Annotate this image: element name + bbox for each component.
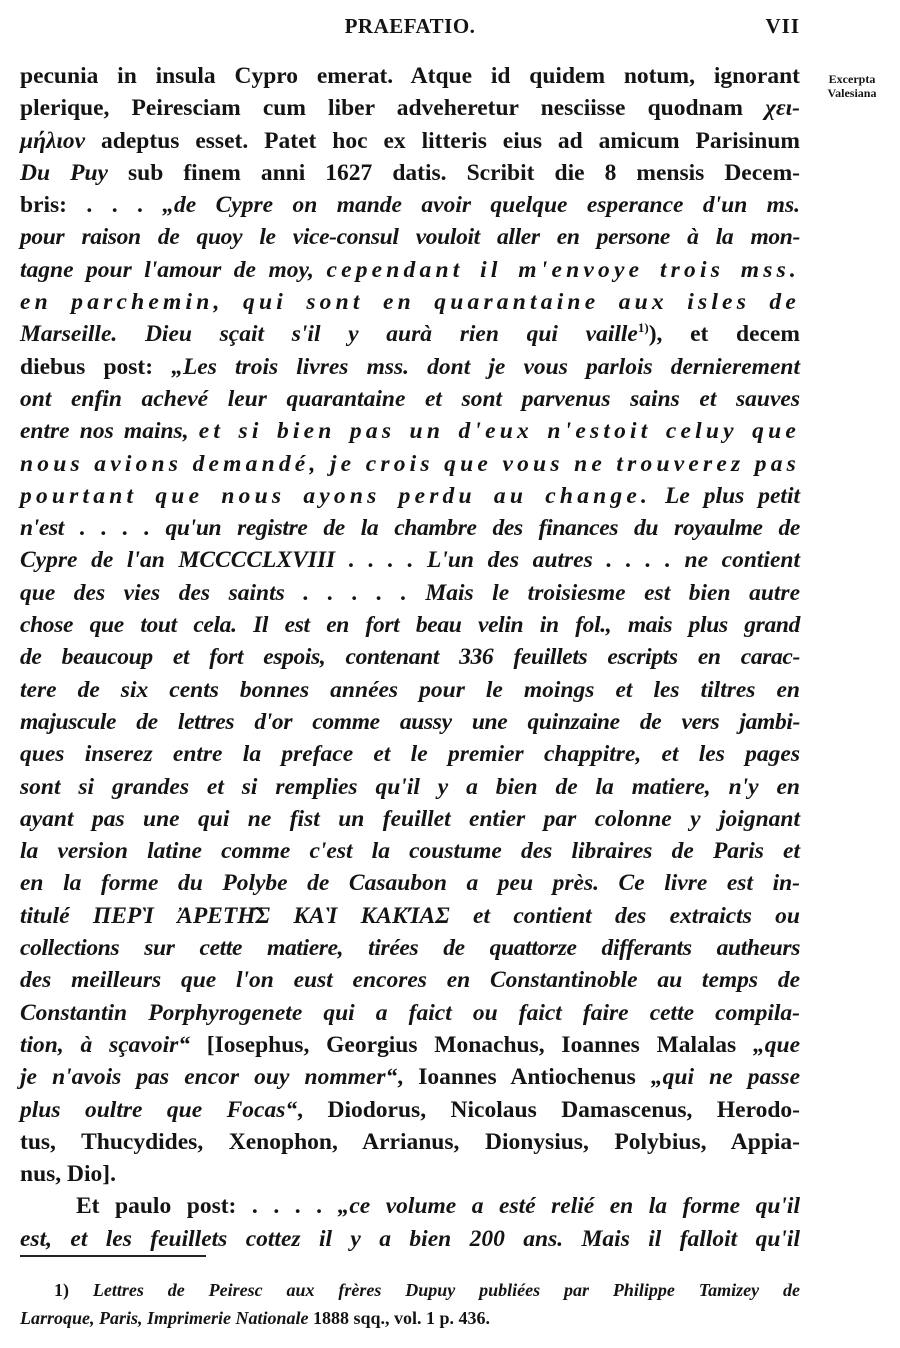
- text-line: Du Puy sub finem anni 1627 datis. Scribit die 8 mensis Decem-: [20, 159, 800, 186]
- text-line: bris: . . . „de Cypre on mande avoir quelque esperance d'un ms.: [20, 192, 800, 219]
- page-title: PRAEFATIO.: [344, 14, 476, 38]
- text-line: μήλιον adeptus esset. Patet hoc ex litteris eius ad amicum Parisinum: [20, 127, 800, 154]
- text-line: est, et les feuillets cottez il y a bien 200 ans. Mais il falloit qu'il: [20, 1225, 800, 1252]
- text-line: nous avions demandé, je crois que vous ne trouverez pas: [20, 450, 800, 477]
- margin-note: [808, 72, 896, 100]
- footnote-ref: 1): [637, 320, 649, 336]
- text-line: n'est . . . . qu'un registre de la chambre des finances du royaulme de: [20, 515, 800, 542]
- footnote-marker: 1): [54, 1280, 69, 1300]
- footnote-line: Larroque, Paris, Imprimerie Nationale 1888 sqq., vol. 1 p. 436.: [20, 1308, 491, 1328]
- text-line: Marseille. Dieu sçait s'il y aurà rien qui vaille$^{1)}$), et decem: [20, 320, 800, 348]
- text-line: tus, Thucydides, Xenophon, Arrianus, Dionysius, Polybius, Appia-: [20, 1128, 800, 1155]
- text-line: des meilleurs que l'on eust encores en Constantinoble au temps de: [20, 967, 800, 994]
- margin-note-line: Valesiana: [827, 86, 877, 100]
- text-line: la version latine comme c'est la coustume des libraires de Paris et: [20, 838, 800, 865]
- footnote-line: 1) Lettres de Peiresc aux frères Dupuy publiées par Philippe Tamizey de: [54, 1280, 800, 1300]
- text-line: que des vies des saints . . . . . Mais le troisiesme est bien autre: [20, 579, 800, 606]
- margin-note-line: Excerpta: [828, 72, 876, 86]
- text-line: en la forme du Polybe de Casaubon a peu près. Ce livre est in-: [20, 870, 800, 897]
- text-line: ques inserez entre la preface et le premier chappitre, et les pages: [20, 741, 800, 768]
- page-number: VII: [765, 14, 800, 38]
- text-line: entre nos mains, et si bien pas un d'eux n'estoit celuy que: [20, 418, 800, 445]
- footnote-divider: [20, 1255, 206, 1257]
- text-line: je n'avois pas encor ouy nommer“, Ioannes Antiochenus „qui ne passe: [20, 1064, 800, 1091]
- text-line: collections sur cette matiere, tirées de quattorze differants autheurs: [20, 935, 800, 962]
- text-line: sont si grandes et si remplies qu'il y a bien de la matiere, n'y en: [20, 773, 800, 800]
- text-line: tion, à sçavoir“ [Iosephus, Georgius Monachus, Ioannes Malalas „que: [20, 1031, 800, 1058]
- text-line: nus, Dio].: [20, 1161, 116, 1188]
- footnote: [20, 1276, 800, 1332]
- text-line: chose que tout cela. Il est en fort beau velin in fol., mais plus grand: [20, 612, 800, 639]
- text-line: plus oultre que Focas“, Diodorus, Nicolaus Damascenus, Herodo-: [20, 1096, 800, 1123]
- text-line: titulé ΠΕΡῚ ἈΡΕΤΗ͂Σ ΚΑῚ ΚΑΚΊΑΣ et contient des extraicts ou: [20, 902, 800, 929]
- text-line: Constantin Porphyrogenete qui a faict ou faict faire cette compila-: [20, 999, 800, 1026]
- body-text: [20, 60, 800, 1255]
- text-line: plerique, Peiresciam cum liber adveheretur nesciisse quodnam χει-: [20, 95, 800, 122]
- text-line: pecunia in insula Cypro emerat. Atque id quidem notum, ignorant: [20, 63, 800, 89]
- text-line: Et paulo post: . . . . „ce volume a esté relié en la forme qu'il: [76, 1193, 800, 1220]
- text-line: en parchemin, qui sont en quarantaine aux isles de: [20, 289, 800, 316]
- text-line: pourtant que nous ayons perdu au change. Le plus petit: [20, 482, 800, 509]
- text-line: diebus post: „Les trois livres mss. dont je vous parlois dernierement: [20, 353, 800, 380]
- text-line: tere de six cents bonnes années pour le moings et les tiltres en: [20, 676, 800, 703]
- text-line: tagne pour l'amour de moy, cependant il m'envoye trois mss.: [20, 256, 800, 283]
- text-line: ayant pas une qui ne fist un feuillet entier par colonne y joignant: [20, 805, 800, 832]
- running-header: [20, 14, 800, 48]
- text-line: de beaucoup et fort espois, contenant 336 feuillets escripts en carac-: [20, 644, 800, 671]
- text-line: majuscule de lettres d'or comme aussy une quinzaine de vers jambi-: [20, 708, 800, 735]
- text-line: Cypre de l'an MCCCCLXVIII . . . . L'un des autres . . . . ne contient: [20, 547, 800, 574]
- text-line: pour raison de quoy le vice-consul vouloit aller en persone à la mon-: [20, 224, 800, 251]
- text-line: ont enfin achevé leur quarantaine et sont parvenus sains et sauves: [20, 385, 800, 412]
